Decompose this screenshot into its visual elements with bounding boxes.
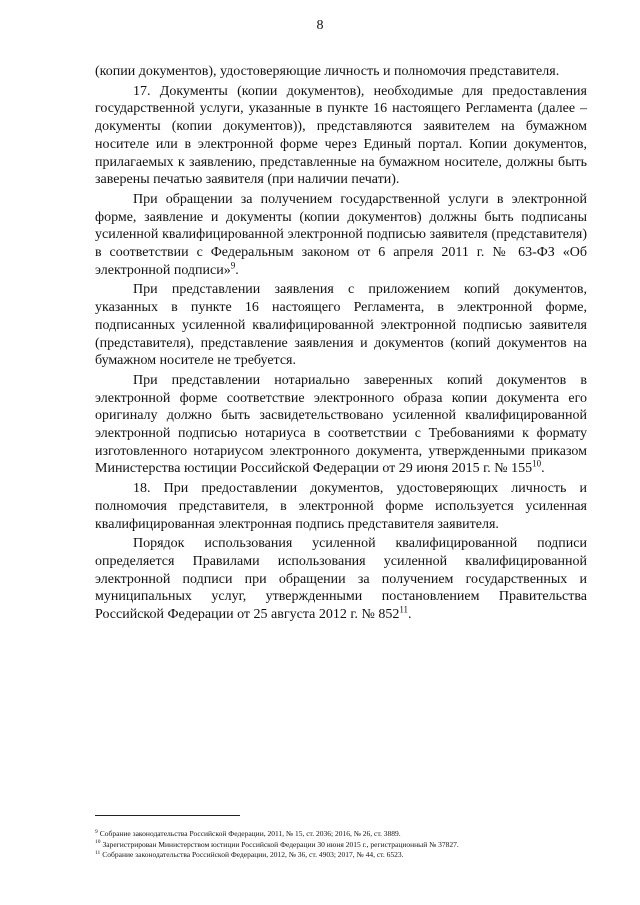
footnote-number: 10 [95, 839, 101, 845]
footnote-item [95, 850, 587, 861]
paragraph-document-copies: При представлении заявления с приложением копий документов, указанных в пункте 16 настоящего Регламента, в электронной форме, подписанных усиленной квалифицированной электронной подписью заявителя (представителя), представление заявления и документов (копий документов на бумажном носителе не требуется. [95, 282, 587, 369]
paragraph-electronic-signature [95, 191, 587, 280]
footnote-ref-9[interactable]: 9 [230, 260, 236, 271]
document-body [95, 63, 587, 626]
footnote-number: 11 [95, 849, 101, 856]
footnote-item [95, 829, 587, 840]
footnote-ref-10[interactable]: 10 [532, 458, 542, 469]
paragraph-signature-procedure [95, 535, 587, 624]
paragraph-tail: . [235, 262, 239, 278]
paragraph-item-17: 17. Документы (копии документов), необходимые для предоставления государственной услуги, указанные в пункте 16 настоящего Регламента (далее – документы (копии документов)), представляются заявителем на бумажном носителе или в электронной форме через Единый портал. Копии документов, прилагаемых к заявлению, представленные на бумажном носителе, должны быть заверены печатью заявителя (при наличии печати). [95, 83, 587, 188]
footnotes [95, 829, 587, 861]
footnote-text: Зарегистрирован Министерством юстиции Российской Федерации 30 июня 2015 г., регистрационный № 37827. [102, 839, 459, 849]
footnote-text: Собрание законодательства Российской Федерации, 2011, № 15, ст. 2036; 2016, № 26, ст. 3889. [99, 829, 401, 838]
paragraph-tail: . [541, 461, 545, 477]
footnote-text: Собрание законодательства Российской Федерации, 2012, № 36, ст. 4903; 2017, № 44, ст. 6523. [102, 850, 404, 859]
paragraph-continuation: (копии документов), удостоверяющие личность и полномочия представителя. [95, 64, 560, 79]
footnote-ref-11[interactable]: 11 [399, 604, 409, 615]
footnote-divider [95, 815, 240, 816]
paragraph-notarized-copies [95, 372, 587, 478]
footnote-item [95, 840, 587, 851]
paragraph-text: При представлении нотариально заверенных копий документов в электронной форме соответствие электронного образа копии документа его оригиналу должно быть засвидетельствовано усиленной квалифицированной электронной подписью нотариуса в соответствии с Требованиями к формату изготовленного нотариусом электронного документа, утвержденными приказом Министерства юстиции Российской Федерации от 29 июня 2015 г. № 155 [95, 372, 587, 477]
paragraph-text: Порядок использования усиленной квалифицированной подписи определяется Правилами использования усиленной квалифицированной электронной подписи при обращении за получением государственных и муниципальных услуг, утвержденными постановлением Правительства Российской Федерации от 25 августа 2012 г. № 852 [95, 536, 587, 623]
paragraph-tail: . [408, 607, 412, 623]
paragraph-item-18: 18. При предоставлении документов, удостоверяющих личность и полномочия представителя, в электронной форме используется усиленная квалифицированная электронная подпись представителя заявителя. [95, 481, 587, 532]
page-number: 8 [316, 18, 324, 33]
footnote-number: 9 [95, 828, 98, 835]
paragraph-text: При обращении за получением государственной услуги в электронной форме, заявление и документы (копии документов) должны быть подписаны усиленной квалифицированной электронной подписью заявителя (представителя) в соответствии с Федеральным законом от 6 апреля 2011 г. № 63-ФЗ «Об электронной подписи» [95, 191, 587, 278]
